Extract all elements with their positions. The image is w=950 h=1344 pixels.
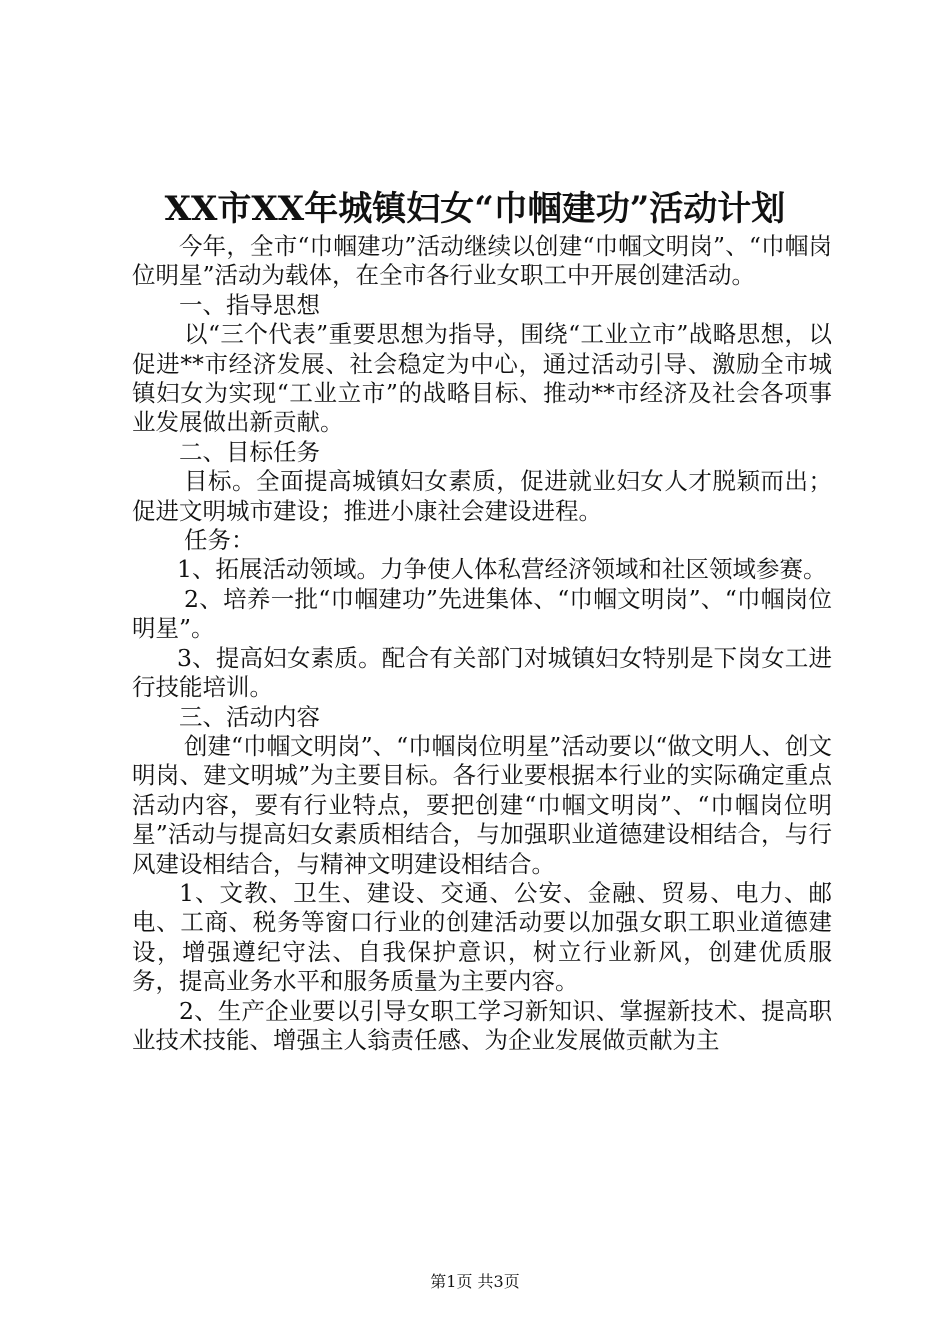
- document-title: XX市XX年城镇妇女“巾帼建功”活动计划: [164, 189, 786, 229]
- list-item-task-1: 1、拓展活动领域。力争使人体私营经济领域和社区领域参赛。: [177, 555, 827, 584]
- paragraph-intro: 今年，全市“巾帼建功”活动继续以创建“巾帼文明岗”、“巾帼岗位明星”活动为载体，在全市各行业女职工中开展创建活动。: [132, 232, 832, 290]
- list-item-task-2: 2、培养一批“巾帼建功”先进集体、“巾帼文明岗”、“巾帼岗位明星”。: [132, 584, 832, 643]
- document-body: [132, 232, 832, 1055]
- paragraph-activity-content: 创建“巾帼文明岗”、“巾帼岗位明星”活动要以“做文明人、创文明岗、建文明城”为主要目标。各行业要根据本行业的实际确定重点活动内容，要有行业特点，要把创建“巾帼文明岗”、“巾帼岗位明星”活动与提高妇女素质相结合，与加强职业道德建设相结合，与行风建设相结合，与精神文明建设相结合。: [132, 731, 832, 878]
- section-heading-guiding-ideology: 一、指导思想: [179, 290, 320, 319]
- list-item-content-2: 2、生产企业要以引导女职工学习新知识、掌握新技术、提高职业技术技能、增强主人翁责任感、为企业发展做贡献为主: [132, 996, 832, 1054]
- paragraph-goals: 目标。全面提高城镇妇女素质，促进就业妇女人才脱颖而出；促进文明城市建设；推进小康社会建设进程。: [132, 467, 832, 525]
- section-heading-activity-content: 三、活动内容: [179, 702, 320, 731]
- page-number-footer: 第1页 共3页: [430, 1272, 520, 1291]
- paragraph-guiding-ideology: 以“三个代表”重要思想为指导，围绕“工业立市”战略思想，以促进**市经济发展、社会稳定为中心，通过活动引导、激励全市城镇妇女为实现“工业立市”的战略目标、推动**市经济及社会各项事业发展做出新贡献。: [132, 320, 832, 437]
- paragraph-tasks-label: 任务：: [184, 526, 255, 555]
- list-item-task-3: 3、提高妇女素质。配合有关部门对城镇妇女特别是下岗女工进行技能培训。: [132, 643, 832, 702]
- list-item-content-1: 1、文教、卫生、建设、交通、公安、金融、贸易、电力、邮电、工商、税务等窗口行业的创建活动要以加强女职工职业道德建设，增强遵纪守法、自我保护意识，树立行业新风，创建优质服务，提高业务水平和服务质量为主要内容。: [132, 878, 832, 996]
- section-heading-goals-tasks: 二、目标任务: [179, 437, 320, 466]
